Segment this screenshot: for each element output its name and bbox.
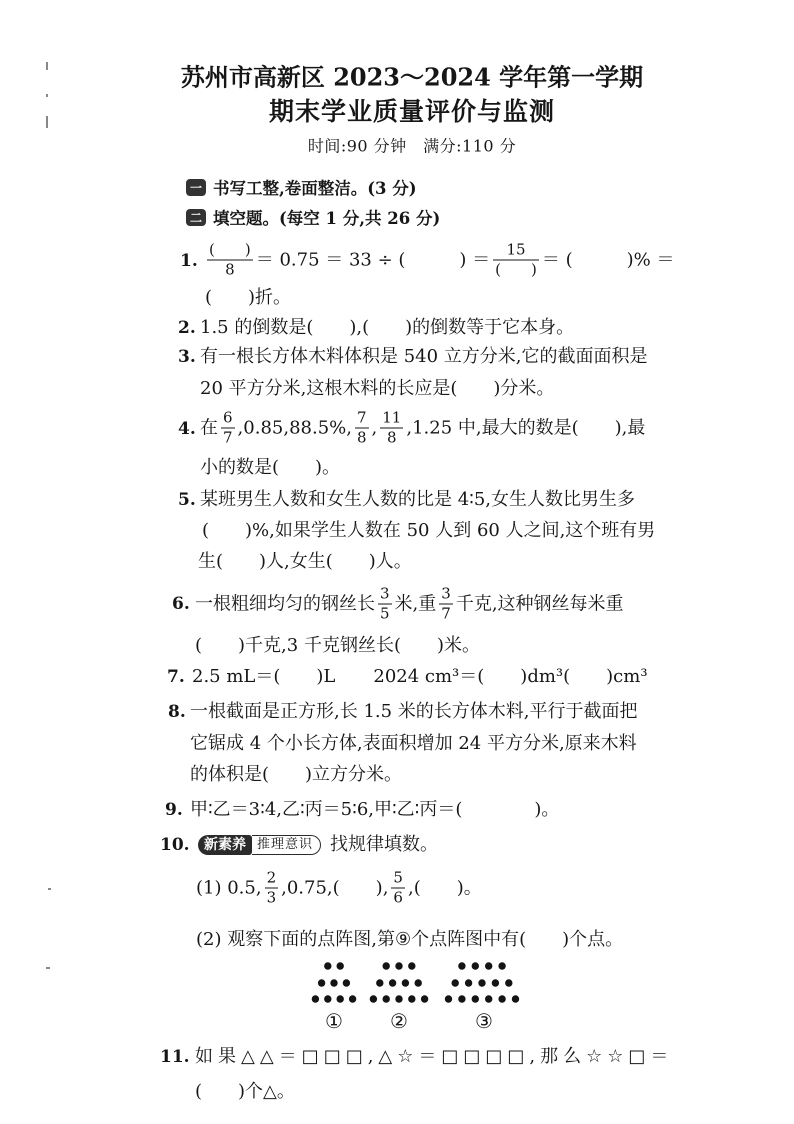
question-number: 8. [168, 702, 186, 722]
text-segment: ,1.25 中,最大的数是( ),最 [406, 417, 646, 438]
question-number: 11. [160, 1047, 190, 1067]
question-number: 5. [178, 490, 196, 510]
dot [318, 979, 325, 986]
question-5-line2: ( )%,如果学生人数在 50 人到 60 人之间,这个班有男 [202, 520, 656, 541]
question-6-line2: ( )千克,3 千克钢丝长( )米。 [195, 635, 480, 656]
question-8-line1: 一根截面是正方形,长 1.5 米的长方体木料,平行于截面把 [190, 701, 638, 722]
text-segment: 2024 cm³＝( )dm³( )cm³ [373, 666, 648, 687]
question-2-line1: 1.5 的倒数是( ),( )的倒数等于它本身。 [200, 317, 575, 338]
dot [383, 962, 390, 969]
text-segment: 千克,这种钢丝每米重 [455, 593, 624, 614]
fraction [221, 410, 235, 447]
fraction-numerator: ( ) [209, 240, 251, 259]
question-number: 9. [165, 800, 183, 820]
fraction-numerator: 2 [266, 868, 277, 887]
dot [421, 995, 428, 1002]
dot [505, 979, 512, 986]
dot [402, 979, 409, 986]
question-number: 4. [178, 419, 196, 439]
pattern-label-1: ① [325, 1009, 343, 1033]
dot [478, 979, 485, 986]
text-segment: 2.5 mL＝( )L [192, 666, 336, 687]
fraction-numerator: 5 [393, 868, 403, 887]
fraction [355, 410, 369, 447]
section-text: 填空题。(每空 1 分,共 26 分) [213, 209, 441, 228]
question-10-part2: (2) 观察下面的点阵图,第⑨个点阵图中有( )个点。 [196, 929, 624, 950]
fraction [493, 242, 539, 279]
dot [492, 979, 499, 986]
dot [485, 962, 492, 969]
scan-mark [46, 116, 48, 128]
fraction-numerator: 6 [223, 408, 233, 427]
question-4-line1 [200, 410, 645, 447]
dot [337, 962, 344, 969]
section-badge: 一 [186, 179, 206, 196]
text-segment: ,0.75,( ), [281, 877, 389, 898]
fraction [391, 870, 405, 907]
question-11-line1: 如果△△＝□□□,△☆＝□□□□,那么☆☆□＝ [195, 1046, 674, 1067]
dot [389, 979, 396, 986]
exam-title-line2: 期末学业质量评价与监测 [268, 97, 555, 126]
scan-mark [48, 888, 51, 890]
fraction-denominator: ( ) [495, 260, 537, 279]
fraction-numerator: 3 [441, 584, 451, 603]
fraction-numerator: 15 [493, 242, 539, 261]
question-5-line3: 生( )人,女生( )人。 [198, 551, 412, 572]
new-literacy-badge: 新素养 [198, 835, 252, 855]
fraction-denominator: 8 [225, 260, 235, 279]
text-segment: 米,重 [394, 593, 437, 614]
fraction-denominator: 3 [266, 888, 277, 907]
dot [324, 962, 331, 969]
dot [337, 995, 344, 1002]
fraction-denominator: 7 [441, 604, 451, 623]
fraction [207, 242, 253, 279]
text-segment: ,0.85,88.5%, [237, 417, 352, 438]
fraction-numerator: 11 [382, 408, 402, 427]
dot [465, 979, 472, 986]
fraction [380, 410, 403, 447]
text-segment: ,( )。 [407, 877, 482, 898]
fraction-denominator: 8 [387, 428, 397, 447]
question-1-line2: ( )折。 [205, 287, 292, 308]
dot [472, 995, 479, 1002]
question-7-line1 [192, 665, 648, 689]
fraction [265, 870, 279, 907]
question-6-line1 [195, 586, 624, 623]
question-10-title: 找规律填数。 [330, 834, 439, 855]
section-badge: 二 [186, 209, 206, 226]
dot [312, 995, 319, 1002]
question-10-header [198, 833, 438, 857]
section-2 [186, 205, 440, 229]
dot [445, 995, 452, 1002]
pattern-label-3: ③ [475, 1009, 493, 1033]
dot [458, 962, 465, 969]
question-9-line1: 甲∶乙＝3∶4,乙∶丙＝5∶6,甲∶乙∶丙＝( )。 [190, 799, 560, 820]
fraction [378, 586, 392, 623]
dot [395, 995, 402, 1002]
fraction-denominator: 5 [380, 604, 390, 623]
dot [452, 979, 459, 986]
question-11-line2: ( )个△。 [195, 1081, 295, 1102]
fraction-denominator: 6 [393, 888, 403, 907]
question-number: 2. [178, 318, 196, 338]
question-number: 1. [180, 251, 198, 271]
question-8-line3: 的体积是( )立方分米。 [190, 764, 403, 785]
dot [395, 962, 402, 969]
question-3-line2: 20 平方分米,这根木料的长应是( )分米。 [200, 378, 555, 399]
text-segment: (1) 0.5, [196, 877, 262, 898]
question-10-part1 [196, 870, 482, 907]
dot-pattern-figure [290, 950, 550, 1010]
dot [343, 979, 350, 986]
fraction-denominator: 8 [356, 428, 367, 447]
scan-mark [46, 94, 48, 97]
dot-pattern-1 [312, 962, 357, 1002]
text-segment: 在 [200, 417, 218, 438]
pattern-label-2: ② [390, 1009, 408, 1033]
text-segment: , [371, 417, 378, 438]
dot [498, 962, 505, 969]
dot [370, 995, 377, 1002]
scan-mark [46, 62, 48, 70]
dot [383, 995, 390, 1002]
dot [408, 995, 415, 1002]
exam-title-line1: 苏州市高新区 2023～2024 学年第一学期 [180, 62, 644, 92]
question-number: 6. [172, 594, 190, 614]
exam-meta: 时间:90 分钟 满分:110 分 [307, 136, 517, 156]
text-segment: 一根粗细均匀的钢丝长 [195, 593, 375, 614]
dot [376, 979, 383, 986]
dot [472, 962, 479, 969]
dot [330, 979, 337, 986]
dot [415, 979, 422, 986]
dot [458, 995, 465, 1002]
dot-pattern-2 [370, 962, 429, 1002]
question-4-line2: 小的数是( )。 [200, 457, 341, 478]
fraction [439, 586, 453, 623]
question-number: 3. [178, 347, 196, 367]
section-1 [186, 175, 417, 199]
question-8-line2: 它锯成 4 个小长方体,表面积增加 24 平方分米,原来木料 [190, 733, 637, 754]
dot-pattern-3 [445, 962, 519, 1002]
dot [485, 995, 492, 1002]
dot [408, 962, 415, 969]
scan-mark [46, 967, 50, 969]
text-segment: ＝ ( )% ＝ [541, 249, 675, 270]
question-5-line1: 某班男生人数和女生人数的比是 4∶5,女生人数比男生多 [200, 489, 636, 510]
fraction-denominator: 7 [223, 428, 233, 447]
text-segment: ＝ 0.75 ＝ 33 ÷ ( ) ＝ [255, 249, 491, 270]
question-1-line1 [204, 242, 674, 279]
fraction-numerator: 7 [356, 408, 367, 427]
question-3-line1: 有一根长方体木料体积是 540 立方分米,它的截面面积是 [200, 346, 648, 367]
fraction-numerator: 3 [380, 584, 390, 603]
dot [512, 995, 519, 1002]
dot [498, 995, 505, 1002]
dot [349, 995, 356, 1002]
dot [324, 995, 331, 1002]
section-text: 书写工整,卷面整洁。(3 分) [213, 179, 417, 198]
question-number: 7. [167, 667, 185, 687]
reasoning-badge: 推理意识 [252, 835, 321, 855]
question-number: 10. [160, 835, 190, 855]
